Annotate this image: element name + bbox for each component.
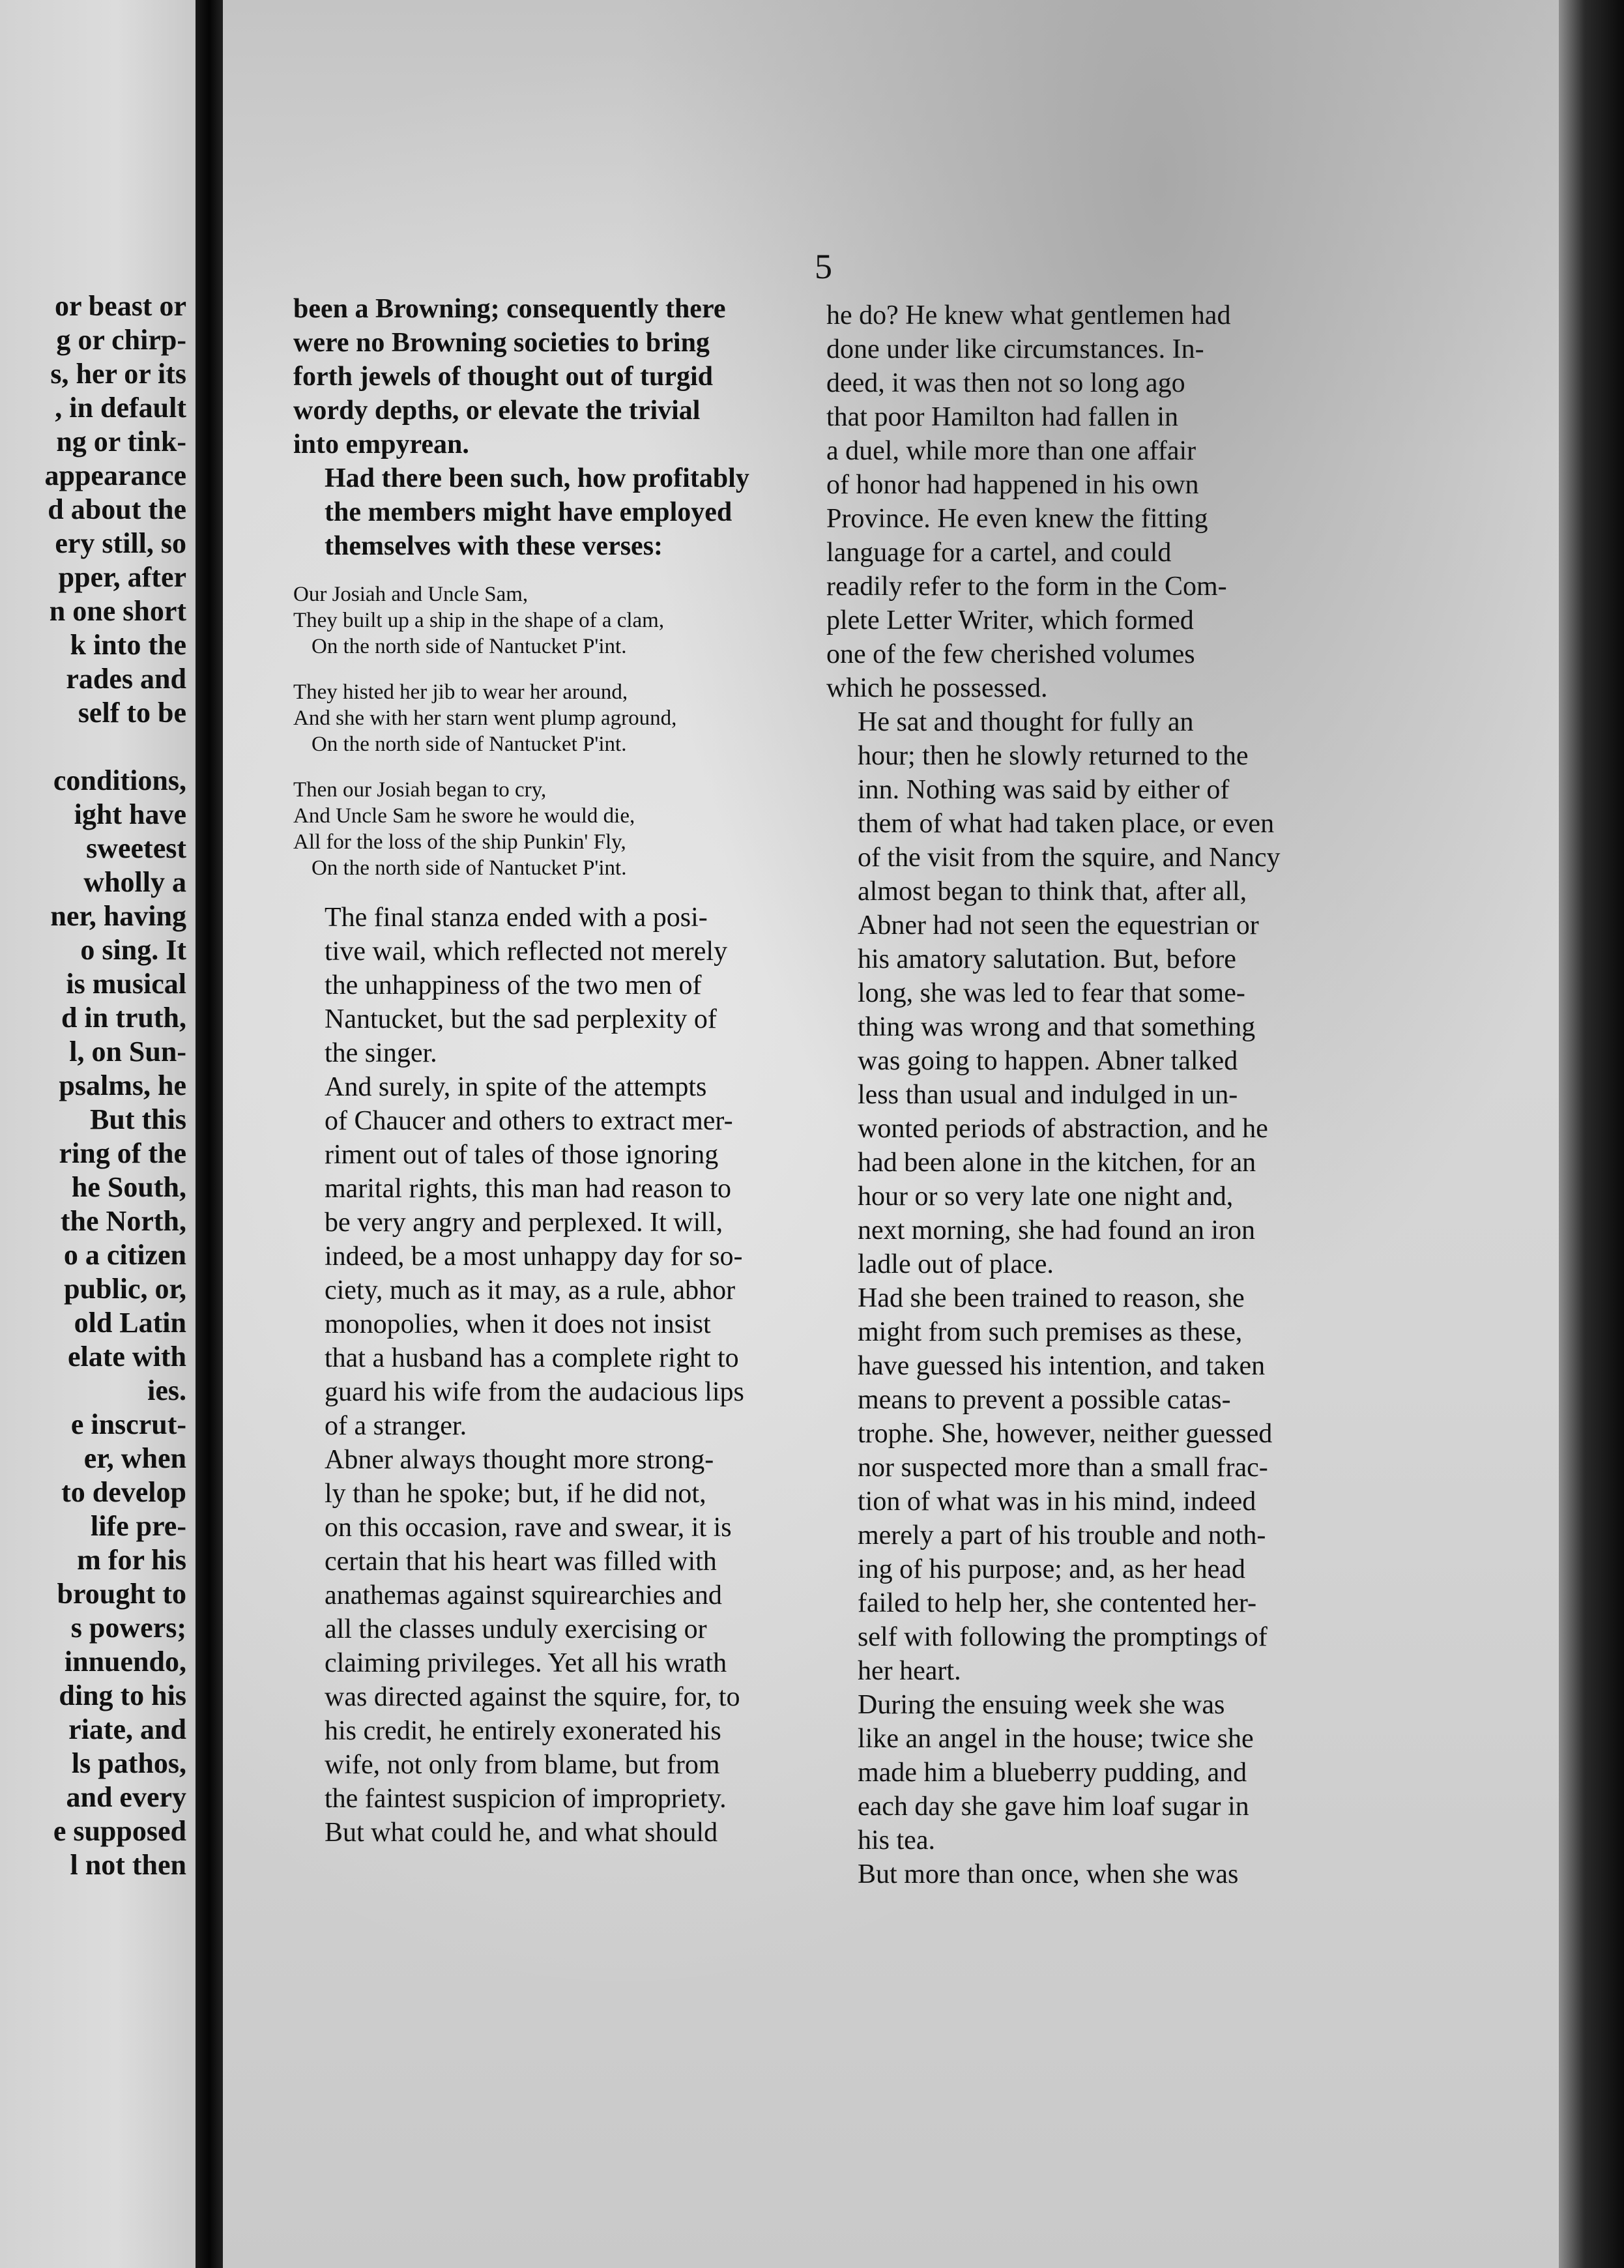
text-line: into empyrean. — [293, 429, 469, 459]
text-line: themselves with these verses: — [325, 531, 663, 561]
text-line: her heart. — [858, 1656, 961, 1686]
text-line: The final stanza ended with a posi- — [325, 903, 708, 933]
facing-page-text: to develop — [61, 1476, 186, 1508]
paragraph — [293, 1816, 807, 1850]
facing-page-text: psalms, he — [59, 1069, 186, 1101]
text-line: Abner always thought more strong- — [325, 1445, 714, 1475]
facing-page-text: innuendo, — [64, 1646, 186, 1678]
facing-page-text: appearance — [44, 459, 186, 491]
text-line: less than usual and indulged in un- — [858, 1080, 1238, 1110]
text-line: of a stranger. — [325, 1411, 467, 1441]
text-line: certain that his heart was filled with — [325, 1547, 717, 1577]
facing-page-text: sweetest — [86, 832, 186, 864]
text-line: riment out of tales of those ignoring — [325, 1140, 719, 1170]
text-line: tion of what was in his mind, indeed — [858, 1487, 1256, 1517]
text-line: Province. He even knew the fitting — [826, 504, 1208, 534]
verse-line: They built up a ship in the shape of a clam, — [293, 609, 665, 632]
facing-page-text: or beast or — [54, 290, 186, 322]
text-line: ing of his purpose; and, as her head — [858, 1554, 1245, 1584]
facing-page-text: s, her or its — [50, 358, 186, 390]
text-line: trophe. She, however, neither guessed — [858, 1419, 1273, 1449]
text-line: of Chaucer and others to extract mer- — [325, 1106, 733, 1136]
paragraph — [293, 1070, 807, 1443]
text-line: were no Browning societies to bring — [293, 328, 710, 358]
facing-page-text: brought to — [57, 1578, 186, 1610]
stanza — [293, 581, 807, 660]
facing-page-fragment — [0, 0, 196, 2268]
text-line: next morning, she had found an iron — [858, 1215, 1256, 1245]
paragraph — [826, 705, 1358, 1281]
text-line: tive wail, which reflected not merely — [325, 937, 728, 967]
text-line: almost began to think that, after all, — [858, 877, 1247, 907]
page-number: 5 — [815, 247, 832, 286]
text-line: long, she was led to fear that some- — [858, 978, 1245, 1008]
facing-page-text: is musical — [66, 968, 186, 1000]
paragraph — [826, 1281, 1358, 1688]
text-line: one of the few cherished volumes — [826, 639, 1195, 669]
paragraph — [826, 298, 1358, 705]
text-line: made him a blueberry pudding, and — [858, 1758, 1247, 1788]
text-line: self with following the promptings of — [858, 1622, 1268, 1652]
text-line: ciety, much as it may, as a rule, abhor — [325, 1275, 736, 1305]
facing-page-text: g or chirp- — [56, 324, 186, 356]
text-line: ladle out of place. — [858, 1249, 1054, 1279]
facing-page-text: ery still, so — [55, 527, 186, 559]
text-line: guard his wife from the audacious lips — [325, 1377, 744, 1407]
text-line: He sat and thought for fully an — [858, 707, 1194, 737]
text-line: forth jewels of thought out of turgid — [293, 362, 713, 392]
text-line: be very angry and perplexed. It will, — [325, 1208, 723, 1238]
text-line: Nantucket, but the sad perplexity of — [325, 1004, 717, 1034]
left-column — [293, 292, 807, 1850]
text-line: all the classes unduly exercising or — [325, 1614, 707, 1644]
facing-page-text: d in truth, — [61, 1002, 186, 1034]
facing-page-text: ight have — [74, 798, 186, 830]
facing-page-text: conditions, — [53, 764, 186, 796]
facing-page-text: public, or, — [64, 1273, 186, 1305]
text-line: his amatory salutation. But, before — [858, 944, 1236, 974]
text-line: hour; then he slowly returned to the — [858, 741, 1249, 771]
facing-page-text: wholly a — [83, 866, 186, 898]
verse-line: Our Josiah and Uncle Sam, — [293, 583, 529, 606]
text-line: wonted periods of abstraction, and he — [858, 1114, 1268, 1144]
text-line: Had she been trained to reason, she — [858, 1283, 1245, 1313]
text-line: a duel, while more than one affair — [826, 436, 1196, 466]
text-line: merely a part of his trouble and noth- — [858, 1520, 1266, 1550]
facing-page-text: and every — [66, 1781, 186, 1813]
text-line: might from such premises as these, — [858, 1317, 1243, 1347]
text-line: the faintest suspicion of impropriety. — [325, 1784, 727, 1814]
text-line: readily refer to the form in the Com- — [826, 572, 1227, 602]
text-line: But more than once, when she was — [858, 1859, 1239, 1889]
facing-page-text: But this — [90, 1103, 186, 1135]
facing-page-text: s powers; — [70, 1612, 186, 1644]
text-line: his tea. — [858, 1825, 935, 1855]
facing-page-text: ner, having — [50, 900, 186, 932]
paragraph — [293, 901, 807, 1070]
text-line: thing was wrong and that something — [858, 1012, 1256, 1042]
facing-page-text: rades and — [66, 663, 186, 695]
text-line: nor suspected more than a small frac- — [858, 1453, 1268, 1483]
paragraph — [293, 1443, 807, 1816]
text-line: deed, it was then not so long ago — [826, 368, 1185, 398]
text-line: the unhappiness of the two men of — [325, 970, 702, 1000]
text-line: like an angel in the house; twice she — [858, 1724, 1254, 1754]
text-line: hour or so very late one night and, — [858, 1182, 1234, 1212]
facing-page-text: ring of the — [59, 1137, 186, 1169]
verse-block — [293, 581, 807, 881]
text-line: ly than he spoke; but, if he did not, — [325, 1479, 706, 1509]
text-line: was going to happen. Abner talked — [858, 1046, 1238, 1076]
text-line: have guessed his intention, and taken — [858, 1351, 1266, 1381]
facing-page-text: old Latin — [74, 1307, 186, 1339]
verse-line: They histed her jib to wear her around, — [293, 680, 628, 704]
facing-page-text: m for his — [77, 1544, 186, 1576]
page-edge — [1559, 0, 1624, 2268]
text-line: But what could he, and what should — [325, 1818, 718, 1848]
verse-line: On the north side of Nantucket P'int. — [312, 733, 627, 756]
text-line: marital rights, this man had reason to — [325, 1174, 732, 1204]
book-page — [223, 0, 1559, 2268]
stanza — [293, 777, 807, 881]
facing-page-text: n one short — [49, 595, 186, 627]
right-column — [826, 298, 1358, 1891]
facing-page-text: pper, after — [58, 561, 186, 593]
text-line: And surely, in spite of the attempts — [325, 1072, 707, 1102]
facing-page-text: k into the — [70, 629, 186, 661]
facing-page-text: l not then — [70, 1849, 186, 1881]
facing-page-text: the North, — [60, 1205, 186, 1237]
facing-page-text: d about the — [48, 493, 186, 525]
text-line: that a husband has a complete right to — [325, 1343, 739, 1373]
text-line: wordy depths, or elevate the trivial — [293, 396, 701, 426]
text-line: language for a cartel, and could — [826, 538, 1172, 568]
text-line: means to prevent a possible catas- — [858, 1385, 1231, 1415]
book-gutter — [196, 0, 223, 2268]
text-line: of the visit from the squire, and Nancy — [858, 843, 1281, 873]
facing-page-text: riate, and — [68, 1713, 186, 1745]
verse-line: And Uncle Sam he swore he would die, — [293, 804, 635, 828]
facing-page-text: self to be — [78, 697, 186, 729]
text-line: anathemas against squirearchies and — [325, 1580, 722, 1610]
text-line: the singer. — [325, 1038, 437, 1068]
facing-page-text: e inscrut- — [70, 1408, 186, 1440]
verse-line: All for the loss of the ship Punkin' Fly, — [293, 830, 626, 854]
text-line: was directed against the squire, for, to — [325, 1682, 740, 1712]
text-line: had been alone in the kitchen, for an — [858, 1148, 1256, 1178]
facing-page-text: he South, — [71, 1171, 186, 1203]
facing-page-text: ng or tink- — [56, 426, 186, 458]
verse-line: On the north side of Nantucket P'int. — [312, 856, 627, 880]
text-line: of honor had happened in his own — [826, 470, 1199, 500]
text-line: Had there been such, how profitably — [325, 463, 749, 493]
facing-page-text: ls pathos, — [71, 1747, 186, 1779]
verse-line: Then our Josiah began to cry, — [293, 778, 547, 802]
facing-page-text: life pre- — [90, 1510, 186, 1542]
text-line: which he possessed. — [826, 673, 1048, 703]
text-line: wife, not only from blame, but from — [325, 1750, 720, 1780]
text-line: the members might have employed — [325, 497, 732, 527]
text-line: he do? He knew what gentlemen had — [826, 300, 1231, 330]
facing-page-text: e supposed — [53, 1815, 186, 1847]
text-line: Abner had not seen the equestrian or — [858, 910, 1259, 940]
paragraph — [826, 1688, 1358, 1857]
paragraph — [293, 292, 807, 461]
facing-page-text: ding to his — [59, 1679, 186, 1711]
facing-page-text: ies. — [147, 1374, 186, 1406]
text-line: his credit, he entirely exonerated his — [325, 1716, 721, 1746]
text-line: done under like circumstances. In- — [826, 334, 1204, 364]
facing-page-text: , in default — [55, 392, 186, 424]
text-line: on this occasion, rave and swear, it is — [325, 1513, 732, 1543]
text-line: each day she gave him loaf sugar in — [858, 1792, 1249, 1822]
facing-page-text: l, on Sun- — [69, 1036, 186, 1068]
verse-line: And she with her starn went plump aground, — [293, 706, 677, 730]
text-line: During the ensuing week she was — [858, 1690, 1225, 1720]
paragraph — [293, 461, 807, 563]
facing-page-text: er, when — [83, 1442, 186, 1474]
text-line: been a Browning; consequently there — [293, 294, 726, 324]
facing-page-text: elate with — [67, 1341, 186, 1373]
text-line: monopolies, when it does not insist — [325, 1309, 711, 1339]
text-line: inn. Nothing was said by either of — [858, 775, 1230, 805]
text-line: claiming privileges. Yet all his wrath — [325, 1648, 727, 1678]
facing-page-text: o a citizen — [63, 1239, 186, 1271]
verse-line: On the north side of Nantucket P'int. — [312, 635, 627, 658]
text-line: failed to help her, she contented her- — [858, 1588, 1257, 1618]
text-line: plete Letter Writer, which formed — [826, 605, 1194, 635]
paragraph — [826, 1857, 1358, 1891]
stanza — [293, 679, 807, 757]
text-line: them of what had taken place, or even — [858, 809, 1275, 839]
text-line: indeed, be a most unhappy day for so- — [325, 1242, 743, 1272]
facing-page-text: o sing. It — [80, 934, 186, 966]
text-line: that poor Hamilton had fallen in — [826, 402, 1179, 432]
